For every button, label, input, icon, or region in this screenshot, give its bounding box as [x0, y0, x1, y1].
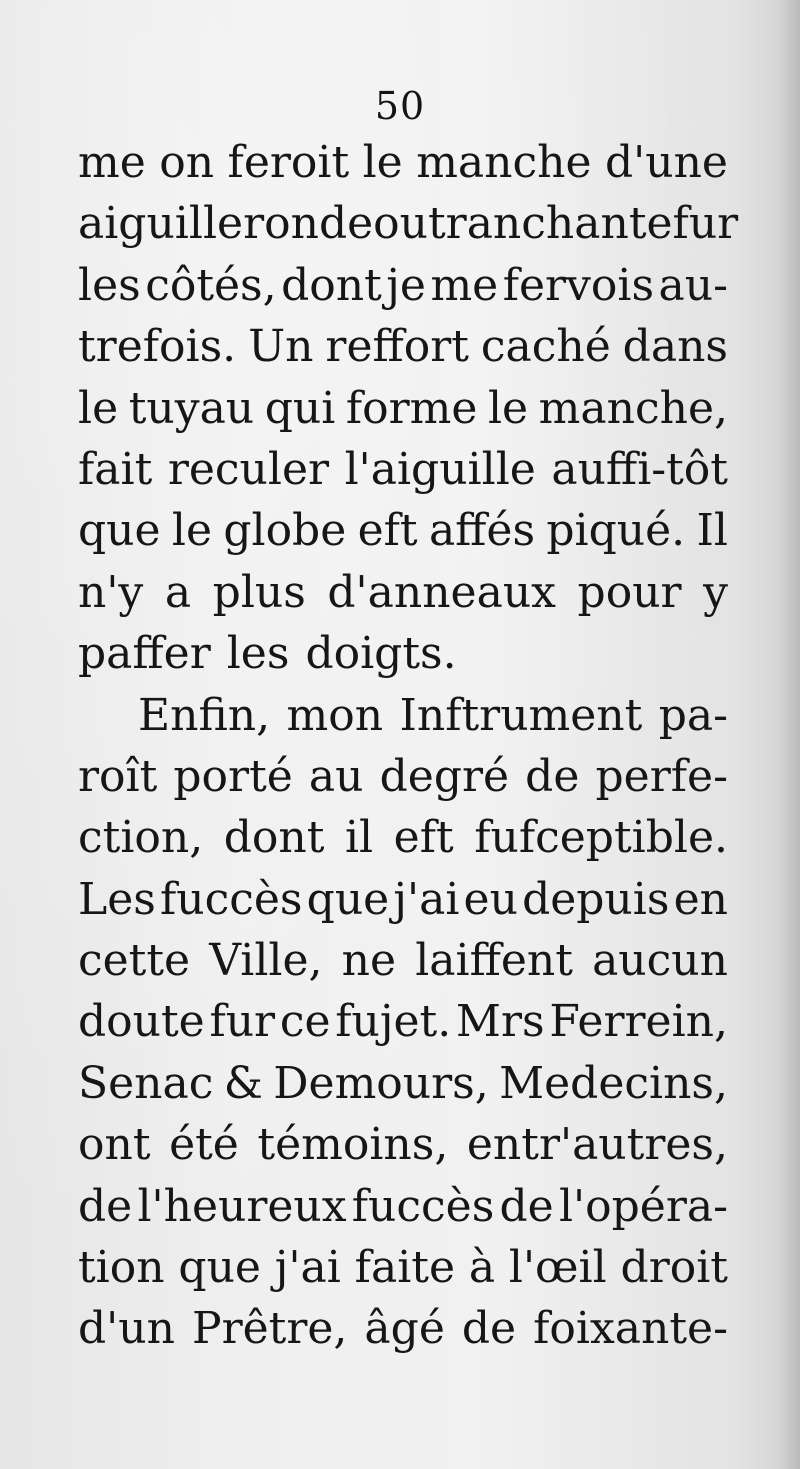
word: Inftrument	[399, 689, 643, 741]
word: l'aiguille	[344, 443, 536, 495]
word: le	[78, 382, 119, 434]
word: y	[703, 566, 728, 618]
word: fervois	[502, 259, 655, 311]
word: reculer	[167, 443, 330, 495]
word: dans	[622, 321, 728, 373]
word: globe	[223, 505, 347, 557]
word: tuyau	[128, 382, 255, 434]
word: caché	[480, 321, 611, 373]
word: ne	[341, 935, 397, 987]
word: plus	[212, 566, 306, 618]
word: qui	[264, 382, 336, 434]
word: ce	[279, 996, 331, 1048]
word: que	[178, 1242, 261, 1294]
word: d'un	[78, 1303, 175, 1355]
word: que	[78, 505, 161, 557]
word: ronde	[243, 198, 374, 250]
word: de	[78, 1180, 133, 1232]
word: dont	[223, 812, 325, 864]
word: eu	[463, 873, 518, 925]
word: fur	[209, 996, 276, 1048]
word: de	[525, 750, 580, 802]
word: j'ai	[274, 1242, 341, 1294]
word: ction,	[78, 812, 204, 864]
text-line	[78, 500, 728, 561]
word: au	[308, 750, 364, 802]
word: d'une	[604, 137, 728, 188]
text-line	[78, 316, 728, 377]
text-line	[78, 623, 728, 684]
word: Ferrein,	[549, 996, 728, 1048]
word: Enfin,	[138, 689, 271, 741]
word: feroit	[227, 137, 350, 188]
word: Un	[248, 321, 314, 373]
text-line	[78, 1237, 728, 1298]
word: roît	[78, 750, 158, 802]
page-number: 50	[374, 84, 426, 128]
word: côtés,	[145, 259, 277, 311]
word: que	[306, 873, 390, 925]
body-text	[78, 132, 739, 1360]
word: aiguille	[78, 198, 244, 250]
word: l'heureux	[137, 1180, 347, 1232]
word: fuccès	[351, 1180, 495, 1232]
word: reffort	[325, 321, 469, 373]
word: le	[362, 137, 403, 188]
text-line	[78, 562, 728, 623]
word: forme	[345, 382, 478, 434]
word: fujet.	[335, 996, 452, 1048]
word: perfe-	[595, 750, 728, 802]
text-line	[78, 991, 728, 1052]
word: me	[78, 137, 146, 188]
word: Demours,	[273, 1057, 489, 1109]
text-line	[78, 439, 728, 500]
word: trefois.	[78, 321, 237, 373]
page-edge-shadow	[778, 0, 800, 1469]
word: l'opéra-	[558, 1180, 728, 1232]
word: affés	[428, 505, 536, 557]
text-line	[78, 1298, 728, 1359]
word: témoins,	[257, 1119, 449, 1171]
word: laiffent	[415, 935, 573, 987]
word: n'y	[78, 566, 144, 618]
text-line	[78, 807, 728, 868]
word: pa-	[658, 689, 728, 741]
word: entr'autres,	[466, 1119, 728, 1171]
text-line	[78, 1176, 728, 1237]
word: fufceptible.	[474, 812, 728, 864]
word: ont	[78, 1119, 151, 1171]
word: les	[78, 259, 141, 311]
text-line	[78, 685, 728, 746]
word: fur	[672, 198, 739, 250]
word: aucun	[592, 935, 728, 987]
word: j'ai	[393, 873, 460, 925]
word: d'anneaux	[327, 566, 556, 618]
text-line	[78, 1114, 728, 1175]
word: manche,	[538, 382, 728, 434]
word: eft	[357, 505, 418, 557]
word: Les	[78, 873, 156, 925]
word: dont	[281, 259, 382, 311]
word: a	[164, 566, 192, 618]
word: tion	[78, 1242, 165, 1294]
word: Medecins,	[499, 1057, 728, 1109]
text-line	[78, 869, 728, 930]
word: &	[223, 1057, 263, 1109]
word: les	[226, 628, 290, 680]
text-line	[78, 255, 728, 316]
word: degré	[379, 750, 510, 802]
text-line	[78, 378, 728, 439]
word: pour	[577, 566, 682, 618]
word: paffer	[78, 628, 211, 680]
text-line	[78, 132, 728, 193]
word: auffi-tôt	[551, 443, 728, 495]
word: droit	[620, 1242, 728, 1294]
word: il	[344, 812, 374, 864]
word: cette	[78, 935, 191, 987]
word: été	[169, 1119, 239, 1171]
word: Senac	[78, 1057, 214, 1109]
text-line	[78, 746, 728, 807]
word: à	[468, 1242, 496, 1294]
word: on	[159, 137, 215, 188]
word: ou	[373, 198, 428, 250]
word: mon	[286, 689, 384, 741]
word: Il	[696, 505, 728, 557]
word: de	[499, 1180, 554, 1232]
word: fait	[78, 443, 153, 495]
word: fuccès	[159, 873, 303, 925]
word: de	[461, 1303, 517, 1355]
word: me	[430, 259, 499, 311]
word: le	[171, 505, 212, 557]
word: eft	[393, 812, 454, 864]
word: doigts.	[305, 628, 457, 680]
word: piqué.	[546, 505, 686, 557]
word: le	[487, 382, 529, 434]
word: manche	[416, 137, 592, 188]
word: faite	[354, 1242, 455, 1294]
text-line	[78, 930, 728, 991]
word: foixante-	[533, 1303, 728, 1355]
word: l'œil	[508, 1242, 607, 1294]
text-line	[78, 1053, 728, 1114]
word: Ville,	[209, 935, 323, 987]
word: doute	[78, 996, 205, 1048]
word: porté	[173, 750, 293, 802]
word: je	[386, 259, 426, 311]
word: en	[673, 873, 728, 925]
word: tranchante	[427, 198, 673, 250]
word: Mrs	[455, 996, 545, 1048]
word: depuis	[522, 873, 670, 925]
word: au-	[658, 259, 728, 311]
word: âgé	[364, 1303, 445, 1355]
word: Prêtre,	[191, 1303, 348, 1355]
text-line	[78, 193, 739, 254]
